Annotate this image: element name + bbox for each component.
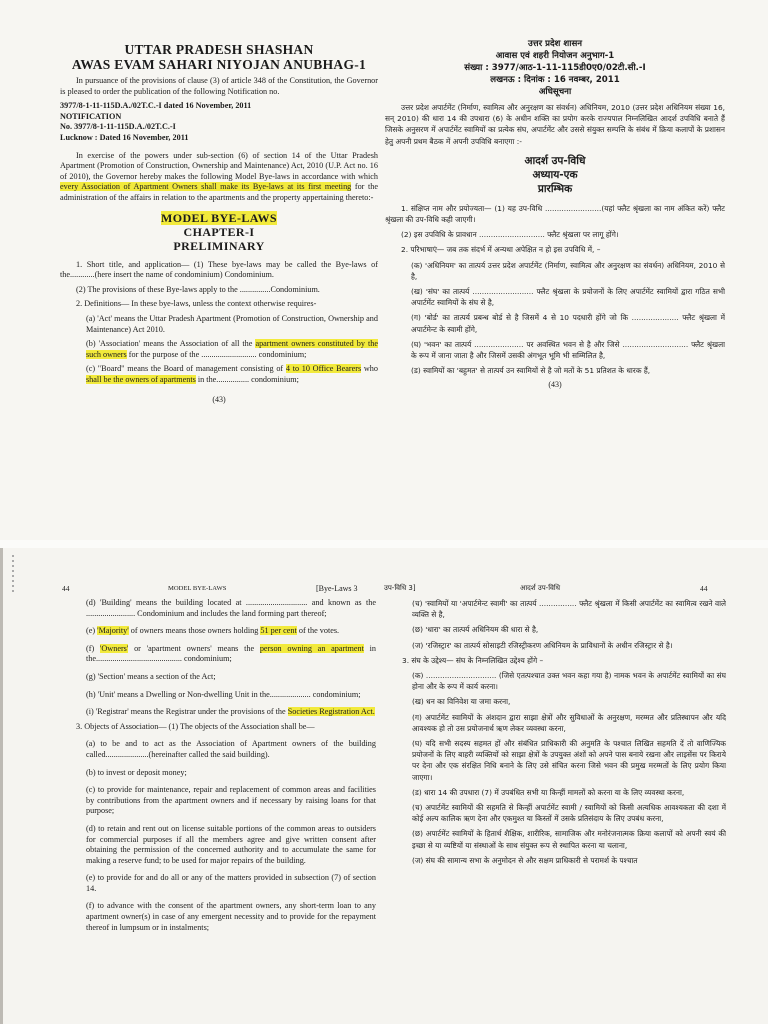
hindi-object-j: (ज) संघ की सामान्य सभा के अनुमोदन से और सक्षम प्राधिकारी से परामर्श के पश्चात bbox=[412, 855, 638, 865]
definition-d: (d) 'Building' means the building located at .............................. and known as the ........................ Condominium and includes the land forming part thereof; bbox=[86, 598, 376, 618]
notification-heading: NOTIFICATION bbox=[60, 111, 122, 121]
definition-b: (b) 'Association' means the Association of all the apartment owners constituted by the such owners for the purpose of the ........................... condominium; bbox=[86, 339, 378, 359]
hindi-column-top bbox=[385, 38, 725, 389]
definition-g: (g) 'Section' means a section of the Act; bbox=[86, 671, 216, 681]
section-3: 3. Objects of Association— (1) The objects of the Association shall be— bbox=[76, 721, 315, 731]
object-b: (b) to invest or deposit money; bbox=[86, 767, 187, 777]
object-c: (c) to provide for maintenance, repair and replacement of common areas and facilities by contributions from the apartment owners and if necessary by raising loans for that purpose; bbox=[86, 785, 376, 816]
definition-h: (h) 'Unit' means a Dwelling or Non-dwelling Unit in the.................... condominium; bbox=[86, 689, 361, 699]
model-byelaws-heading: MODEL BYE-LAWS bbox=[161, 210, 277, 225]
hindi-definition-j: (ज) 'रजिस्ट्रार' का तात्पर्य सोसाइटी रजिस्ट्रीकरण अधिनियम के प्राविधानों के अधीन रजिस्ट्रार से है। bbox=[412, 640, 673, 650]
intro-text: In pursuance of the provisions of clause (3) of article 348 of the Constitution, the Governor is pleased to order the publication of the following Notification no. bbox=[60, 76, 378, 96]
hindi-object-dn: (ड) धारा 14 की उपधारा (7) में उपबंधित सभी या किन्हीं मामलों को करना या के लिए व्यवस्था करना, bbox=[412, 787, 685, 797]
definition-e: (e) 'Majority' of owners means those owners holding 51 per cent of the votes. bbox=[86, 626, 340, 636]
hindi-model-byelaws: आदर्श उप-विधि bbox=[524, 154, 586, 167]
hindi-preliminary: प्रारम्भिक bbox=[537, 182, 573, 195]
hindi-running-section: उप-विधि 3] bbox=[384, 584, 416, 592]
object-e: (e) to provide for and do all or any of the matters provided in subsection (7) of section 14. bbox=[86, 873, 376, 893]
hindi-object-k: (क) .............................. (जिसे एतत्पश्चात उक्त भवन कहा गया है) नामक भवन के अपार्टमेंट स्वामियों का संघ होना और के रूप में कार्य करना। bbox=[412, 671, 726, 692]
hindi-definition-a: (क) 'अधिनियम' का तात्पर्य उत्तर प्रदेश अपार्टमेंट (निर्माण, स्वामित्व और अनुरक्षण का संवर्धन) अधिनियम, 2010 से है, bbox=[411, 260, 725, 281]
hindi-object-gh: (घ) यदि सभी सदस्य सहमत हों और संबंधित प्राधिकारी की अनुमति के पश्चात लिखित सहमति दें तो वाणिज्यिक प्रयोजनों के लिए बाहरी व्यक्तियों को साझा क्षेत्रों के उपयुक्त अंशों को अपने पास बनाये रखना और लाइसेंस पर किराये पर देना और एक संरक्षित निधि बनाने के लिए उसे संचित करना जिसे भवन की प्रमुख मरम्मतों के लिए प्रयोग किया जाएगा। bbox=[412, 739, 726, 782]
hindi-object-ch: (च) अपार्टमेंट स्वामियों की सहमति से किन्हीं अपार्टमेंट स्वामी / स्वामियों को किसी अत्यधिक आवश्यकता की दशा में कोई अल्प कालिक ऋण देना और एकमुश्त या किस्तों में उसके प्रतिसंदाय के लिए उपबंध करना, bbox=[412, 803, 726, 824]
hindi-section-1-2: (2) इस उपविधि के प्रावधान ............................ फ्लैट श्रृंखला पर लागू होंगे। bbox=[401, 230, 619, 240]
enacting-paragraph: In exercise of the powers under sub-section (6) of section 14 of the Uttar Pradesh Apartment (Promotion of Construction, Ownership and Maintenance) Act, 2010 (U.P. Act no. 16 of 2010), the Governor hereby makes the following Model Bye-laws in accordance with which every Association of Apartment Owners shall make its Bye-laws at its first meeting for the administration of the affairs in relation to the apartments and the property appertaining thereto:- bbox=[60, 150, 378, 202]
notification-number: No. 3977/8-1-11-115D.A./02T.C.-I bbox=[60, 122, 176, 132]
running-title: MODEL BYE-LAWS bbox=[168, 585, 227, 592]
english-column-bottom bbox=[60, 598, 376, 933]
english-column-top bbox=[60, 42, 378, 404]
hindi-page-number: (43) bbox=[548, 380, 562, 390]
hindi-object-g: (ग) अपार्टमेंट स्वामियों के अंशदान द्वारा साझा क्षेत्रों और सुविधाओं के अनुरक्षण, मरम्मत और प्रतिस्थापन और यदि आवश्यक हो तो उस प्रयोजनार्थ ऋण लेकर व्यवस्था करना, bbox=[412, 712, 726, 733]
hindi-definition-c: (ग) 'बोर्ड' का तात्पर्य प्रबन्ध बोर्ड से है जिसमें 4 से 10 पदधारी होंगे जो कि .................... फ्लैट श्रृंखला में अपार्टमेन्ट के स्वामी होंगे, bbox=[411, 313, 725, 334]
hindi-object-chh: (छ) अपार्टमेंट स्वामियों के हितार्थ शैक्षिक, शारीरिक, सामाजिक और मनोरंजनात्मक क्रिया कलापों को अपनी स्वयं की इच्छा से या व्यष्टियों या संस्थाओं के साथ संयुक्त रूप से स्थापित करना या चलाना, bbox=[412, 829, 726, 850]
hindi-definition-d: (घ) 'भवन' का तात्पर्य ..................... पर अवस्थित भवन से है और जिसे ............................ फ्लैट श्रृंखला के रूप में जाना जाता है और जिसमें उसकी अंगभूत भूमि भी सम्मिलित है, bbox=[411, 339, 725, 361]
object-a: (a) to be and to act as the Association of Apartment owners of the building called.....................(hereinafter called the said building). bbox=[86, 739, 376, 759]
section-2: 2. Definitions— In these bye-laws, unless the context otherwise requires- bbox=[76, 299, 317, 309]
running-section: [Bye-Laws 3 bbox=[316, 584, 358, 593]
highlight-text: every Association of Apartment Owners shall make its Bye-laws at its first meeting bbox=[60, 182, 352, 192]
running-page-number: 44 bbox=[62, 584, 70, 593]
notification-date: Lucknow : Dated 16 November, 2011 bbox=[60, 132, 189, 142]
hindi-department-title: आवास एवं शहरी नियोजन अनुभाग-1 bbox=[495, 51, 615, 61]
hindi-section-2: 2. परिभाषाएं— जब तक संदर्भ में अन्यथा अपेक्षित न हो इस उपविधि में, – bbox=[401, 245, 601, 255]
hindi-section-1: 1. संक्षिप्त नाम और प्रयोज्यता— (1) यह उप-विधि ........................(यहां फ्लैट श्रृंखला का नाम अंकित करें) फ्लैट श्रृंखला की उप-विधि कही जाएगी। bbox=[385, 203, 725, 225]
definition-f: (f) 'Owners' or 'apartment owners' means the person owning an apartment in the.......................................... condominium; bbox=[86, 643, 376, 664]
definition-i: (i) 'Registrar' means the Registrar under the provisions of the Societies Registration Act. bbox=[86, 707, 375, 717]
hindi-enacting-paragraph: उत्तर प्रदेश अपार्टमेंट (निर्माण, स्वामित्व और अनुरक्षण का संवर्धन) अधिनियम, 2010 (उत्तर प्रदेश अधिनियम संख्या 16, सन् 2010) की धारा 14 की उपधारा (6) के अधीन शक्ति का प्रयोग करके राज्यपाल निम्नलिखित आदर्श उपविधि बनाते हैं जिसके अनुसरण में अपार्टमेंट स्वामियों का प्रत्येक संघ, अपार्टमेंट और उससे संयुक्त सम्पत्ति के संबंध में क्रिया कलापों के प्रशासन हेतु अपनी प्रथम बैठक में अपनी उपविधि बनाएगा :- bbox=[385, 103, 725, 146]
section-1-2: (2) The provisions of these Bye-laws apply to the ...............Condominium. bbox=[76, 284, 320, 294]
hindi-date: लखनऊ : दिनांक : 16 नवम्बर, 2011 bbox=[490, 75, 620, 85]
govt-title: UTTAR PRADESH SHASHAN bbox=[124, 42, 314, 57]
hindi-object-kh: (ख) धन का विनिवेश या जमा करना, bbox=[412, 697, 511, 707]
hindi-definition-e: (ड) स्वामियों का 'बहुमत' से तात्पर्य उन स्वामियों से है जो मतों के 51 प्रतिशत के धारक हैं, bbox=[411, 366, 651, 376]
definition-c: (c) "Board" means the Board of management consisting of 4 to 10 Office Bearers who shall be the owners of apartments in the................ condominium; bbox=[86, 364, 378, 384]
object-d: (d) to retain and rent out on license suitable portions of the common areas to outsiders for commercial purposes if all the members agree and give written consent after obtaining the permission of the concerned authority and to accumulate the same for making a reserve fund; to be used for major repairs of the building. bbox=[86, 823, 376, 865]
hindi-section-3: 3. संघ के उद्देश्य— संघ के निम्नलिखित उद्देश्य होंगे – bbox=[402, 655, 544, 665]
hindi-definition-ch: (च) 'स्वामियों या 'अपार्टमेन्ट स्वामी' का तात्पर्य ................ फ्लैट श्रृंखला में किसी अपार्टमेंट का स्वामित्व रखने वाले व्यक्ति से है, bbox=[412, 599, 726, 620]
definition-a: (a) 'Act' means the Uttar Pradesh Apartment (Promotion of Construction, Ownership and Maintenance) Act 2010. bbox=[86, 313, 378, 334]
binding-edge bbox=[0, 548, 3, 1024]
hindi-chapter: अध्याय-एक bbox=[532, 168, 578, 181]
preliminary-heading: PRELIMINARY bbox=[173, 238, 265, 253]
hindi-reference: संख्या : 3977/आठ-1-11-115डी0ए0/02टी.सी.-I bbox=[464, 63, 646, 73]
hindi-govt-title: उत्तर प्रदेश शासन bbox=[527, 39, 583, 49]
chapter-heading: CHAPTER-I bbox=[183, 224, 255, 239]
object-f: (f) to advance with the consent of the apartment owners, any short-term loan to any apartment owner(s) in case of any emergent necessity and to provide for the repayment thereof in lumpsum or in instalments; bbox=[86, 901, 376, 932]
reference-dated: 3977/8-1-11-115D.A./02T.C.-I dated 16 November, 2011 bbox=[60, 101, 252, 111]
hindi-column-bottom bbox=[386, 598, 726, 866]
department-title: AWAS EVAM SAHARI NIYOJAN ANUBHAG-1 bbox=[71, 57, 367, 72]
section-1: 1. Short title, and application— (1) These bye-laws may be called the Bye-laws of the............(here insert the name of condominium) Condominium. bbox=[60, 259, 378, 280]
page-number: (43) bbox=[212, 395, 226, 405]
hindi-running-page-number: 44 bbox=[700, 584, 708, 593]
hindi-running-title: आदर्श उप-विधि bbox=[520, 584, 561, 592]
hindi-definition-chh: (छ) 'धारा' का तात्पर्य अधिनियम की धारा से है, bbox=[412, 625, 539, 635]
hindi-notification: अधिसूचना bbox=[538, 87, 572, 97]
hindi-definition-b: (ख) 'संघ' का तात्पर्य .......................... फ्लैट श्रृंखला के प्रयोजनों के लिए अपार्टमेंट स्वामियों द्वारा गठित सभी अपार्टमेंट स्वामियों के संघ से है, bbox=[411, 287, 725, 308]
binding-holes bbox=[6, 552, 22, 595]
